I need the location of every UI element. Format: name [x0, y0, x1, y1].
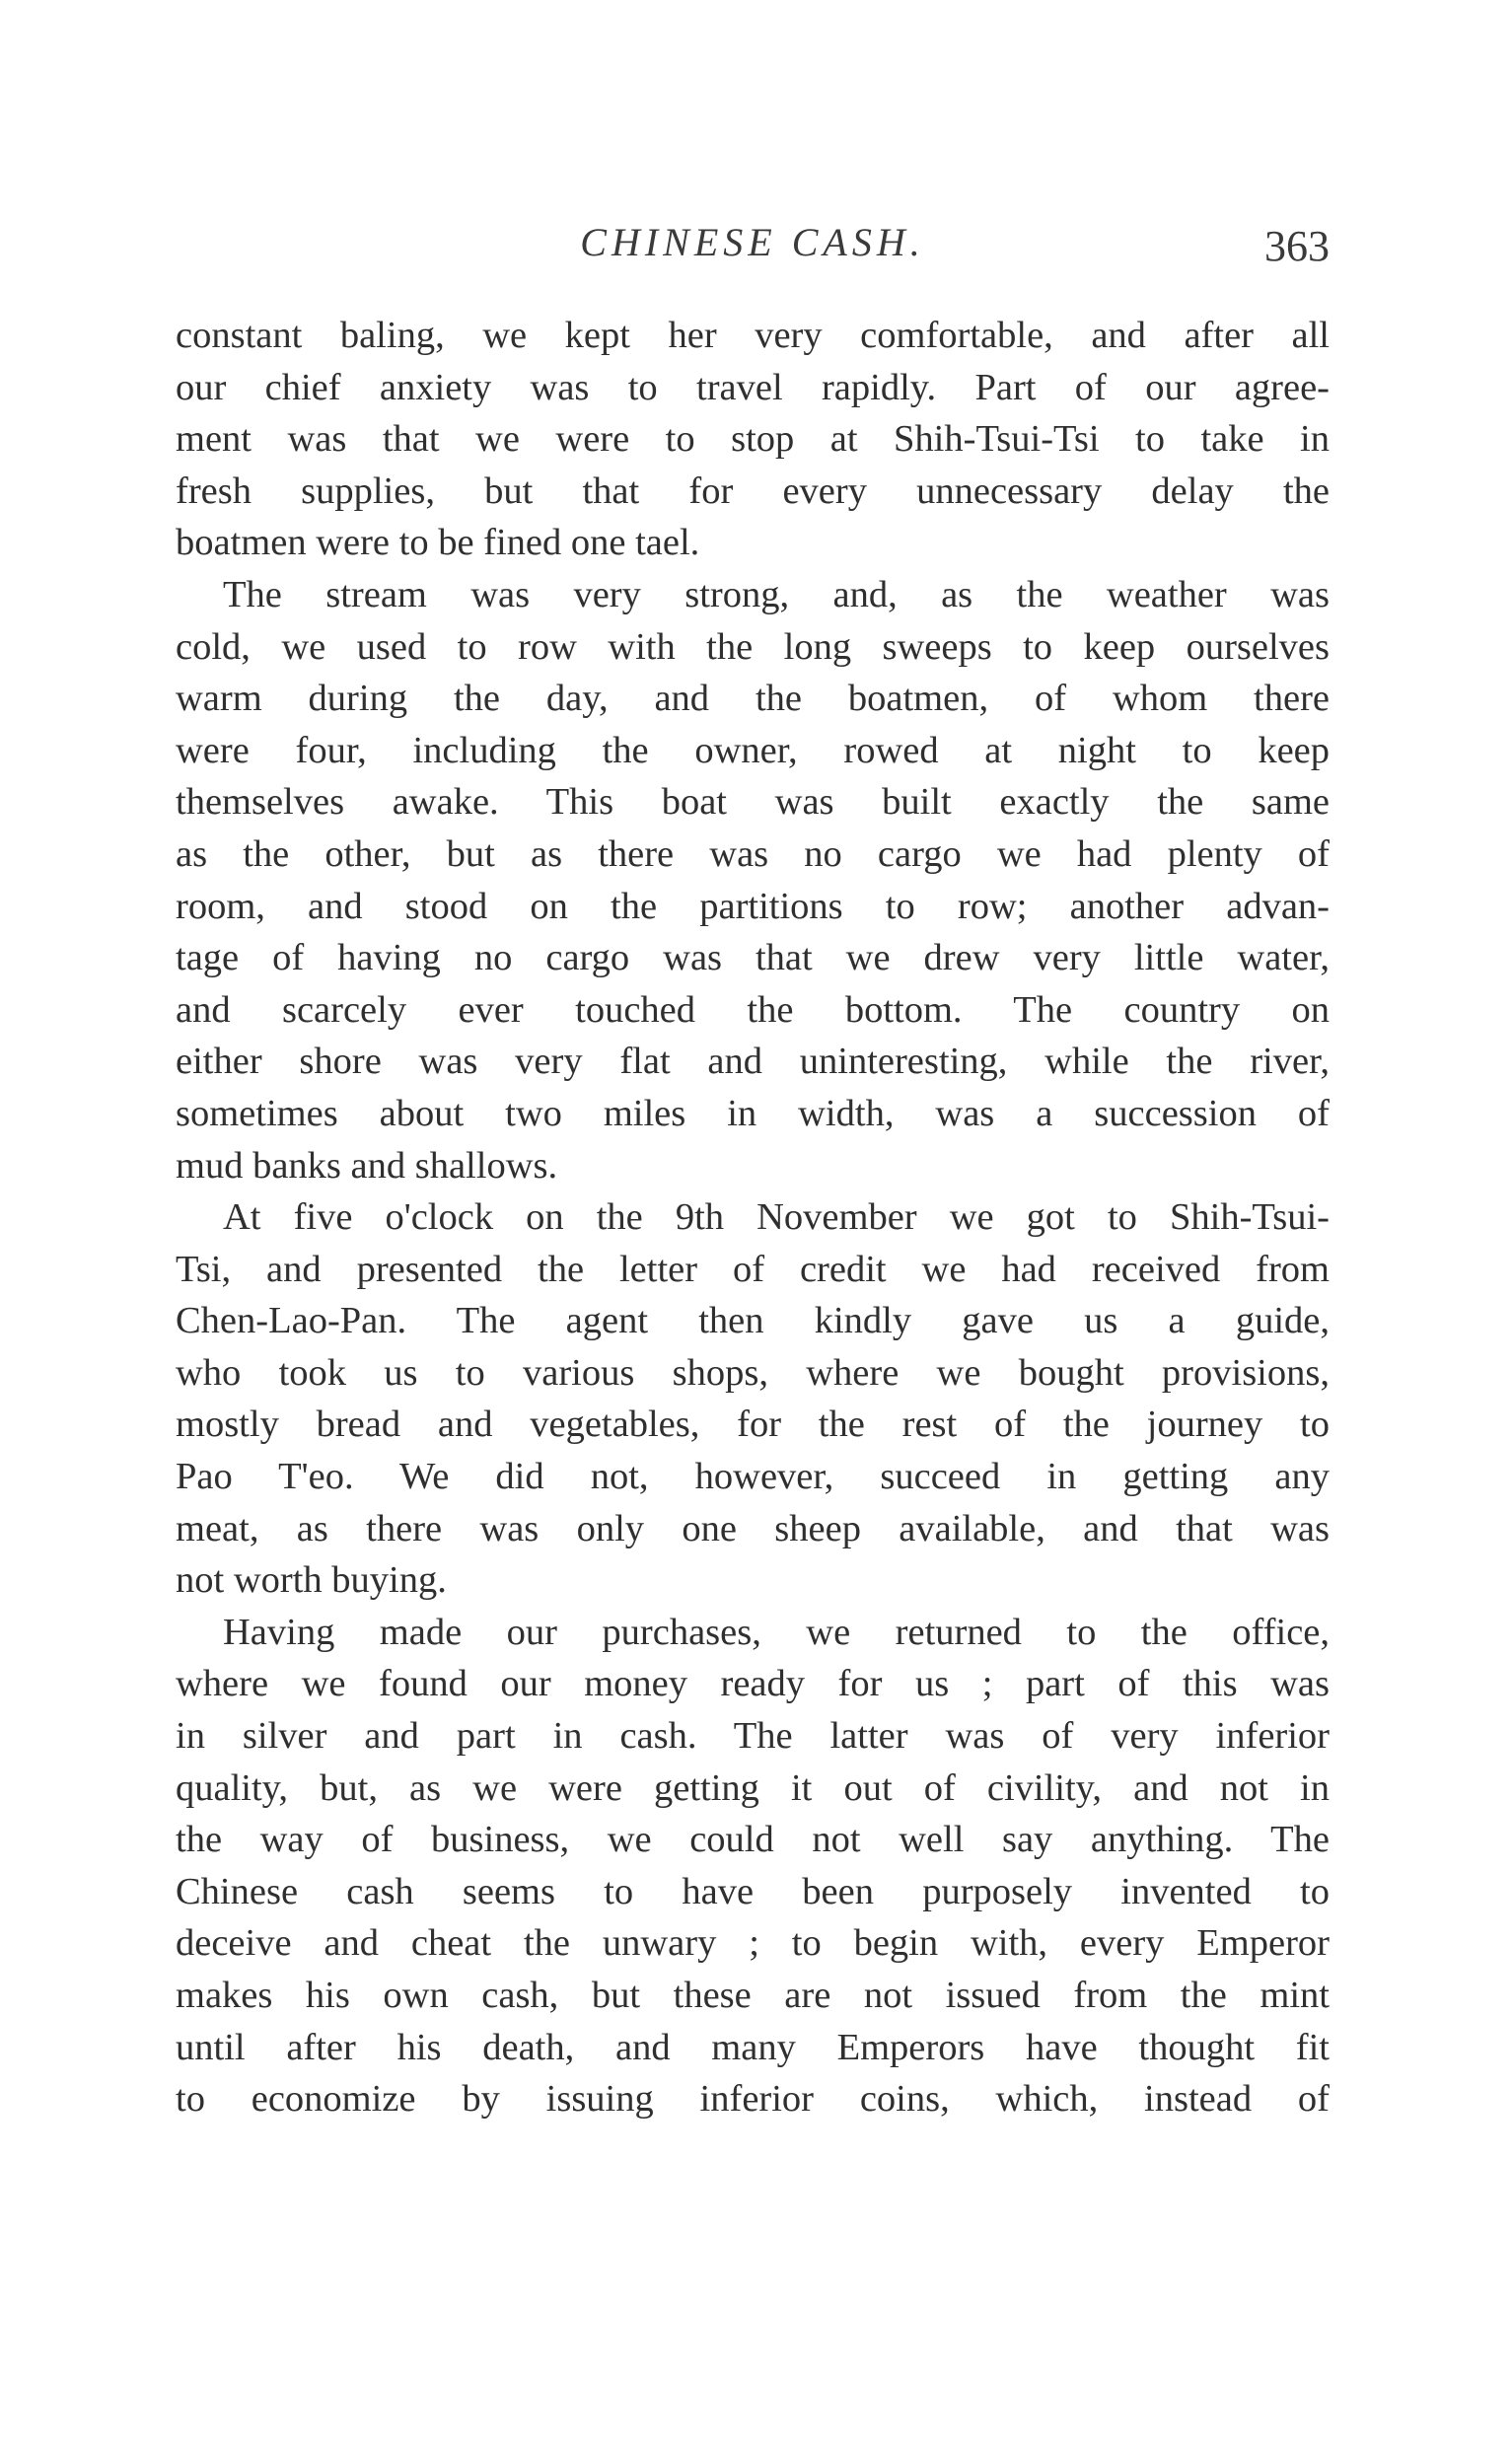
text-line: Pao T'eo. We did not, however, succeed in getting any	[176, 1456, 1330, 1498]
paragraph	[176, 310, 1330, 569]
text-line: deceive and cheat the unwary ; to begin with, every Emperor	[176, 1922, 1330, 1965]
text-line: makes his own cash, but these are not issued from the mint	[176, 1975, 1330, 2016]
running-title: CHINESE CASH.	[580, 220, 925, 264]
text-line: cold, we used to row with the long sweeps to keep ourselves	[176, 625, 1330, 668]
text-line: and scarcely ever touched the bottom. The country on	[176, 988, 1330, 1031]
text-line: themselves awake. This boat was built exactly the same	[176, 781, 1330, 824]
text-line: to economize by issuing inferior coins, which, instead of	[176, 2078, 1330, 2121]
text-line: The stream was very strong, and, as the weather was	[223, 573, 1330, 615]
text-line: where we found our money ready for us ; part of this was	[176, 1663, 1330, 1705]
text-line: fresh supplies, but that for every unnecessary delay the	[176, 469, 1330, 512]
text-line: sometimes about two miles in width, was a succession of	[176, 1092, 1330, 1134]
text-line: boatmen were to be fined one tael.	[176, 522, 700, 564]
running-head	[176, 219, 1330, 278]
text-line: Chinese cash seems to have been purposely invented to	[176, 1870, 1330, 1912]
text-line: our chief anxiety was to travel rapidly. Part of our agree-	[176, 366, 1330, 408]
page-number: 363	[1264, 222, 1330, 270]
text-line: meat, as there was only one sheep available, and that was	[176, 1507, 1330, 1549]
text-line: room, and stood on the partitions to row; another advan-	[176, 885, 1330, 927]
text-line: not worth buying.	[176, 1559, 447, 1602]
text-line: were four, including the owner, rowed at night to keep	[176, 729, 1330, 771]
text-line: who took us to various shops, where we bought provisions,	[176, 1351, 1330, 1394]
text-line: mostly bread and vegetables, for the rest of the journey to	[176, 1403, 1330, 1446]
text-line: until after his death, and many Emperors have thought fit	[176, 2026, 1330, 2068]
text-line: ment was that we were to stop at Shih-Tsui-Tsi to take in	[176, 418, 1330, 461]
text-line: warm during the day, and the boatmen, of whom there	[176, 678, 1330, 720]
text-line: as the other, but as there was no cargo we had plenty of	[176, 832, 1330, 875]
text-line: tage of having no cargo was that we drew very little water,	[176, 937, 1330, 979]
text-line: either shore was very flat and uninteresting, while the river,	[176, 1041, 1330, 1083]
body-text	[176, 310, 1330, 2125]
text-line: mud banks and shallows.	[176, 1144, 558, 1187]
paragraph	[176, 1191, 1330, 1607]
text-line: Having made our purchases, we returned to the office,	[223, 1611, 1330, 1653]
text-line: in silver and part in cash. The latter was of very inferior	[176, 1715, 1330, 1758]
text-line: Chen-Lao-Pan. The agent then kindly gave us a guide,	[176, 1300, 1330, 1342]
text-line: quality, but, as we were getting it out of civility, and not in	[176, 1766, 1330, 1809]
paragraph	[176, 569, 1330, 1191]
text-line: the way of business, we could not well say anything. The	[176, 1819, 1330, 1861]
paragraph	[176, 1607, 1330, 2125]
text-line: constant baling, we kept her very comfortable, and after all	[176, 315, 1330, 356]
text-line: At five o'clock on the 9th November we got to Shih-Tsui-	[223, 1196, 1330, 1239]
text-line: Tsi, and presented the letter of credit we had received from	[176, 1248, 1330, 1290]
